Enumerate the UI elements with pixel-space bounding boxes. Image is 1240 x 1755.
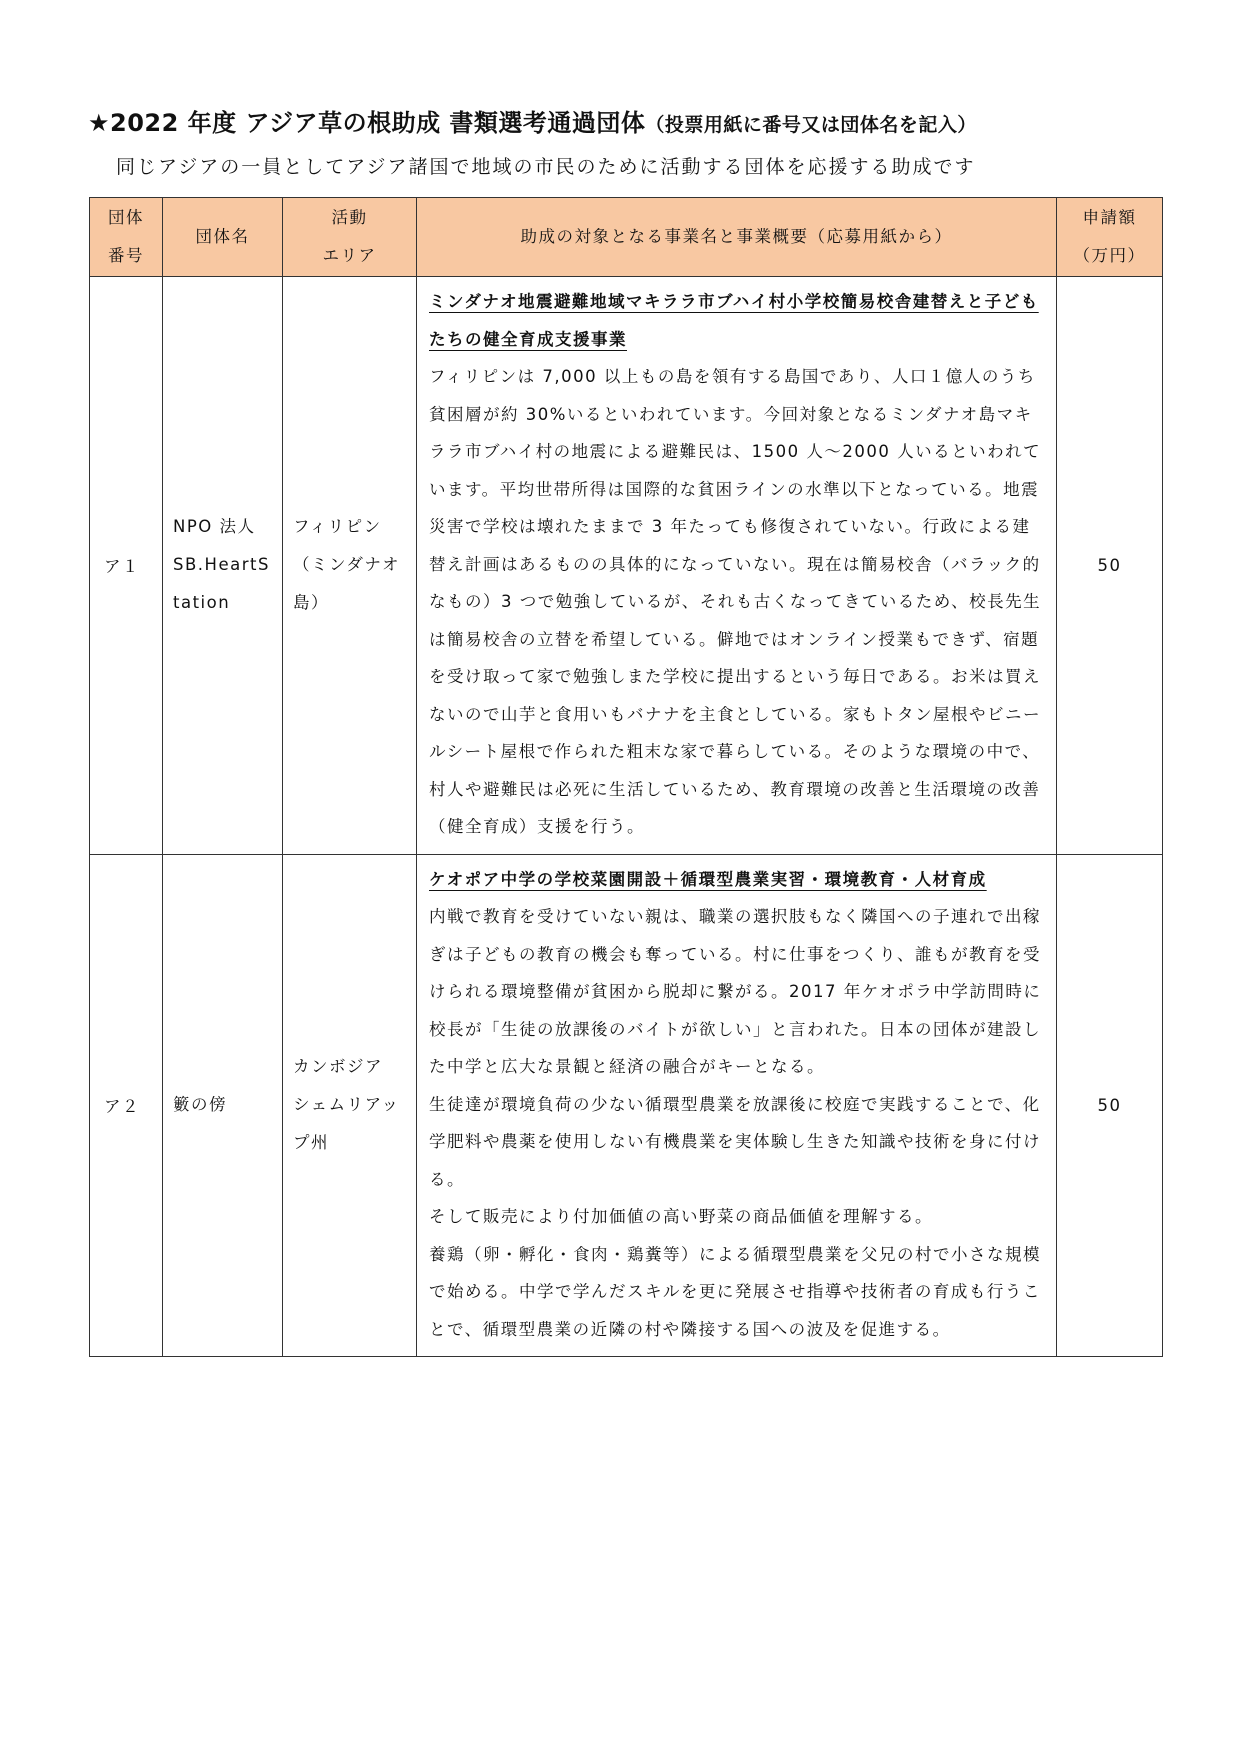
project-title: ミンダナオ地震避難地域マキララ市ブハイ村小学校簡易校舎建替えと子どもたちの健全育成支援事業 (429, 292, 1039, 349)
header-activity-area: 活動 エリア (283, 198, 417, 277)
requested-amount-cell: 50 (1057, 277, 1163, 855)
project-paragraph: そして販売により付加価値の高い野菜の商品価値を理解する。 (429, 1207, 933, 1226)
header-group-number: 団体 番号 (90, 198, 163, 277)
table-row (90, 854, 1163, 1357)
project-paragraph: 生徒達が環境負荷の少ない循環型農業を放課後に校庭で実践することで、化学肥料や農薬を使用しない有機農業を実体験し生きた知識や技術を身に付ける。 (429, 1094, 1041, 1189)
header-project-summary: 助成の対象となる事業名と事業概要（応募用紙から） (417, 198, 1057, 277)
title-note: （投票用紙に番号又は団体名を記入） (645, 114, 977, 136)
header-group-name: 団体名 (163, 198, 283, 277)
header-requested-amount: 申請額 （万円） (1057, 198, 1163, 277)
project-summary-cell (417, 854, 1057, 1357)
activity-area-cell: カンボジア シェムリアップ州 (283, 854, 417, 1357)
activity-area-cell: フィリピン （ミンダナオ島） (283, 277, 417, 855)
project-paragraph: フィリピンは 7,000 以上もの島を領有する島国であり、人口１億人のうち貧困層が約 30%いるといわれています。今回対象となるミンダナオ島マキララ市ブハイ村の地震による避難民は、1500 人～2000 人いるといわれています。平均世帯所得は国際的な貧困ラインの水準以下となっている。地震災害で学校は壊れたままで 3 年たっても修復されていない。行政による建替え計画はあるものの具体的になっていない。現在は簡易校舎（バラック的なもの）3 つで勉強しているが、それも古くなってきているため、校長先生は簡易校舎の立替を希望している。僻地ではオンライン授業もできず、宿題を受け取って家で勉強しまた学校に提出するという毎日である。お米は買えないので山芋と食用いもバナナを主食としている。家もトタン屋根やビニールシート屋根で作られた粗末な家で暮らしている。そのような環境の中で、村人や避難民は必死に生活しているため、教育環境の改善と生活環境の改善（健全育成）支援を行う。 (429, 367, 1042, 836)
table-header-row (90, 198, 1163, 277)
requested-amount-cell: 50 (1057, 854, 1163, 1357)
group-name-cell: NPO 法人 SB.HeartStation (163, 277, 283, 855)
group-name-cell: 籔の傍 (163, 854, 283, 1357)
table-row (90, 277, 1163, 855)
project-paragraph: 内戦で教育を受けていない親は、職業の選択肢もなく隣国への子連れで出稼ぎは子どもの教育の機会も奪っている。村に仕事をつくり、誰もが教育を受けられる環境整備が貧困から脱却に繋がる。2017 年ケオポラ中学訪問時に校長が「生徒の放課後のバイトが欲しい」と言われた。日本の団体が建設した中学と広大な景観と経済の融合がキーとなる。 (429, 907, 1042, 1076)
project-summary-cell (417, 277, 1057, 855)
grants-table (89, 197, 1163, 1357)
project-title: ケオポア中学の学校菜園開設＋循環型農業実習・環境教育・人材育成 (429, 869, 987, 889)
group-number-cell: ア１ (90, 277, 163, 855)
group-number-cell: ア２ (90, 854, 163, 1357)
page-title (88, 103, 1188, 138)
project-paragraph: 養鶏（卵・孵化・食肉・鶏糞等）による循環型農業を父兄の村で小さな規模で始める。中学で学んだスキルを更に発展させ指導や技術者の育成も行うことで、循環型農業の近隣の村や隣接する国への波及を促進する。 (429, 1244, 1041, 1339)
intro-text: 同じアジアの一員としてアジア諸国で地域の市民のために活動する団体を応援する助成です (116, 156, 976, 178)
title-main: ★2022 年度 アジア草の根助成 書類選考通過団体 (88, 109, 646, 137)
